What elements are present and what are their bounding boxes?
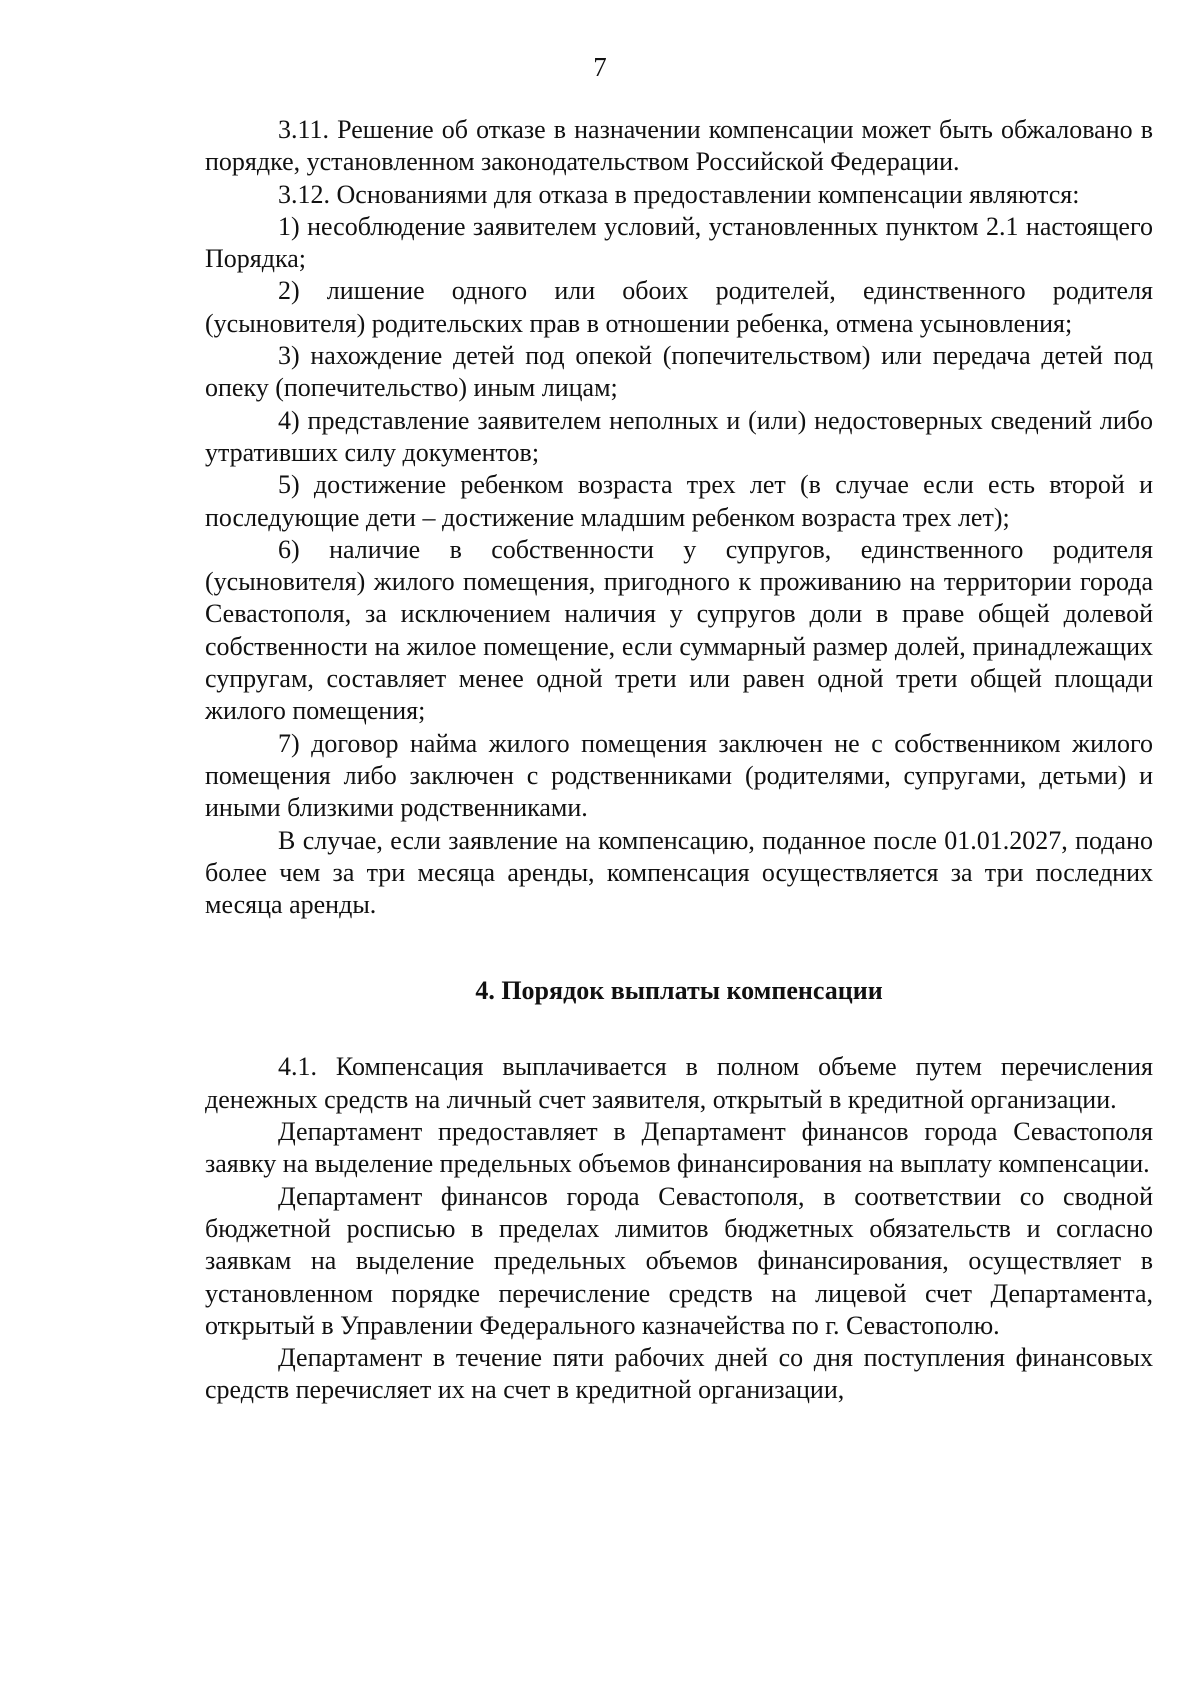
page-number: 7 bbox=[593, 52, 607, 82]
list-item-4: 4) представление заявителем неполных и (или) недостоверных сведений либо утративших силу документов; bbox=[205, 405, 1153, 467]
list-item-3: 3) нахождение детей под опекой (попечительством) или передача детей под опеку (попечительство) иным лицам; bbox=[205, 341, 1153, 403]
paragraph-4-1: 4.1. Компенсация выплачивается в полном объеме путем перечисления денежных средств на личный счет заявителя, открытый в кредитной организации. bbox=[205, 1052, 1153, 1114]
paragraph-transfer: Департамент в течение пяти рабочих дней со дня поступления финансовых средств перечисляет их на счет в кредитной организации, bbox=[205, 1343, 1153, 1405]
list-item-1: 1) несоблюдение заявителем условий, установленных пунктом 2.1 настоящего Порядка; bbox=[205, 211, 1153, 274]
paragraph-late-application: В случае, если заявление на компенсацию, поданное после 01.01.2027, подано более чем за три месяца аренды, компенсация осуществляется за три последних месяца аренды. bbox=[205, 825, 1153, 920]
paragraph-department-request: Департамент предоставляет в Департамент финансов города Севастополя заявку на выделение предельных объемов финансирования на выплату компенсации. bbox=[205, 1117, 1153, 1179]
list-item-2: 2) лишение одного или обоих родителей, единственного родителя (усыновителя) родительских прав в отношении ребенка, отмена усыновления; bbox=[205, 276, 1153, 338]
list-item-6: 6) наличие в собственности у супругов, единственного родителя (усыновителя) жилого помещения, пригодного к проживанию на территории города Севастополя, за исключением наличия у супругов доли в праве общей долевой собственности на жилое помещение, если суммарный размер долей, принадлежащих супругам, составляет менее одной трети или равен одной трети общей площади жилого помещения; bbox=[205, 534, 1153, 726]
list-item-7: 7) договор найма жилого помещения заключен не с собственником жилого помещения либо заключен с родственниками (родителями, супругами, детьми) и иными близкими родственниками. bbox=[205, 728, 1153, 823]
paragraph-3-11: 3.11. Решение об отказе в назначении компенсации может быть обжаловано в порядке, установленном законодательством Российской Федерации. bbox=[205, 115, 1153, 177]
paragraph-finance-department: Департамент финансов города Севастополя, в соответствии со сводной бюджетной росписью в пределах лимитов бюджетных обязательств и согласно заявкам на выделение предельных объемов финансирования, осуществляет в установленном порядке перечисление средств на лицевой счет Департамента, открытый в Управлении Федерального казначейства по г. Севастополю. bbox=[205, 1181, 1153, 1340]
section-4-heading: 4. Порядок выплаты компенсации bbox=[475, 976, 883, 1006]
document-body bbox=[205, 114, 1153, 1407]
list-item-5: 5) достижение ребенком возраста трех лет (в случае если есть второй и последующие дети – достижение младшим ребенком возраста трех лет); bbox=[205, 470, 1153, 532]
paragraph-3-12: 3.12. Основаниями для отказа в предоставлении компенсации являются: bbox=[278, 179, 1080, 209]
